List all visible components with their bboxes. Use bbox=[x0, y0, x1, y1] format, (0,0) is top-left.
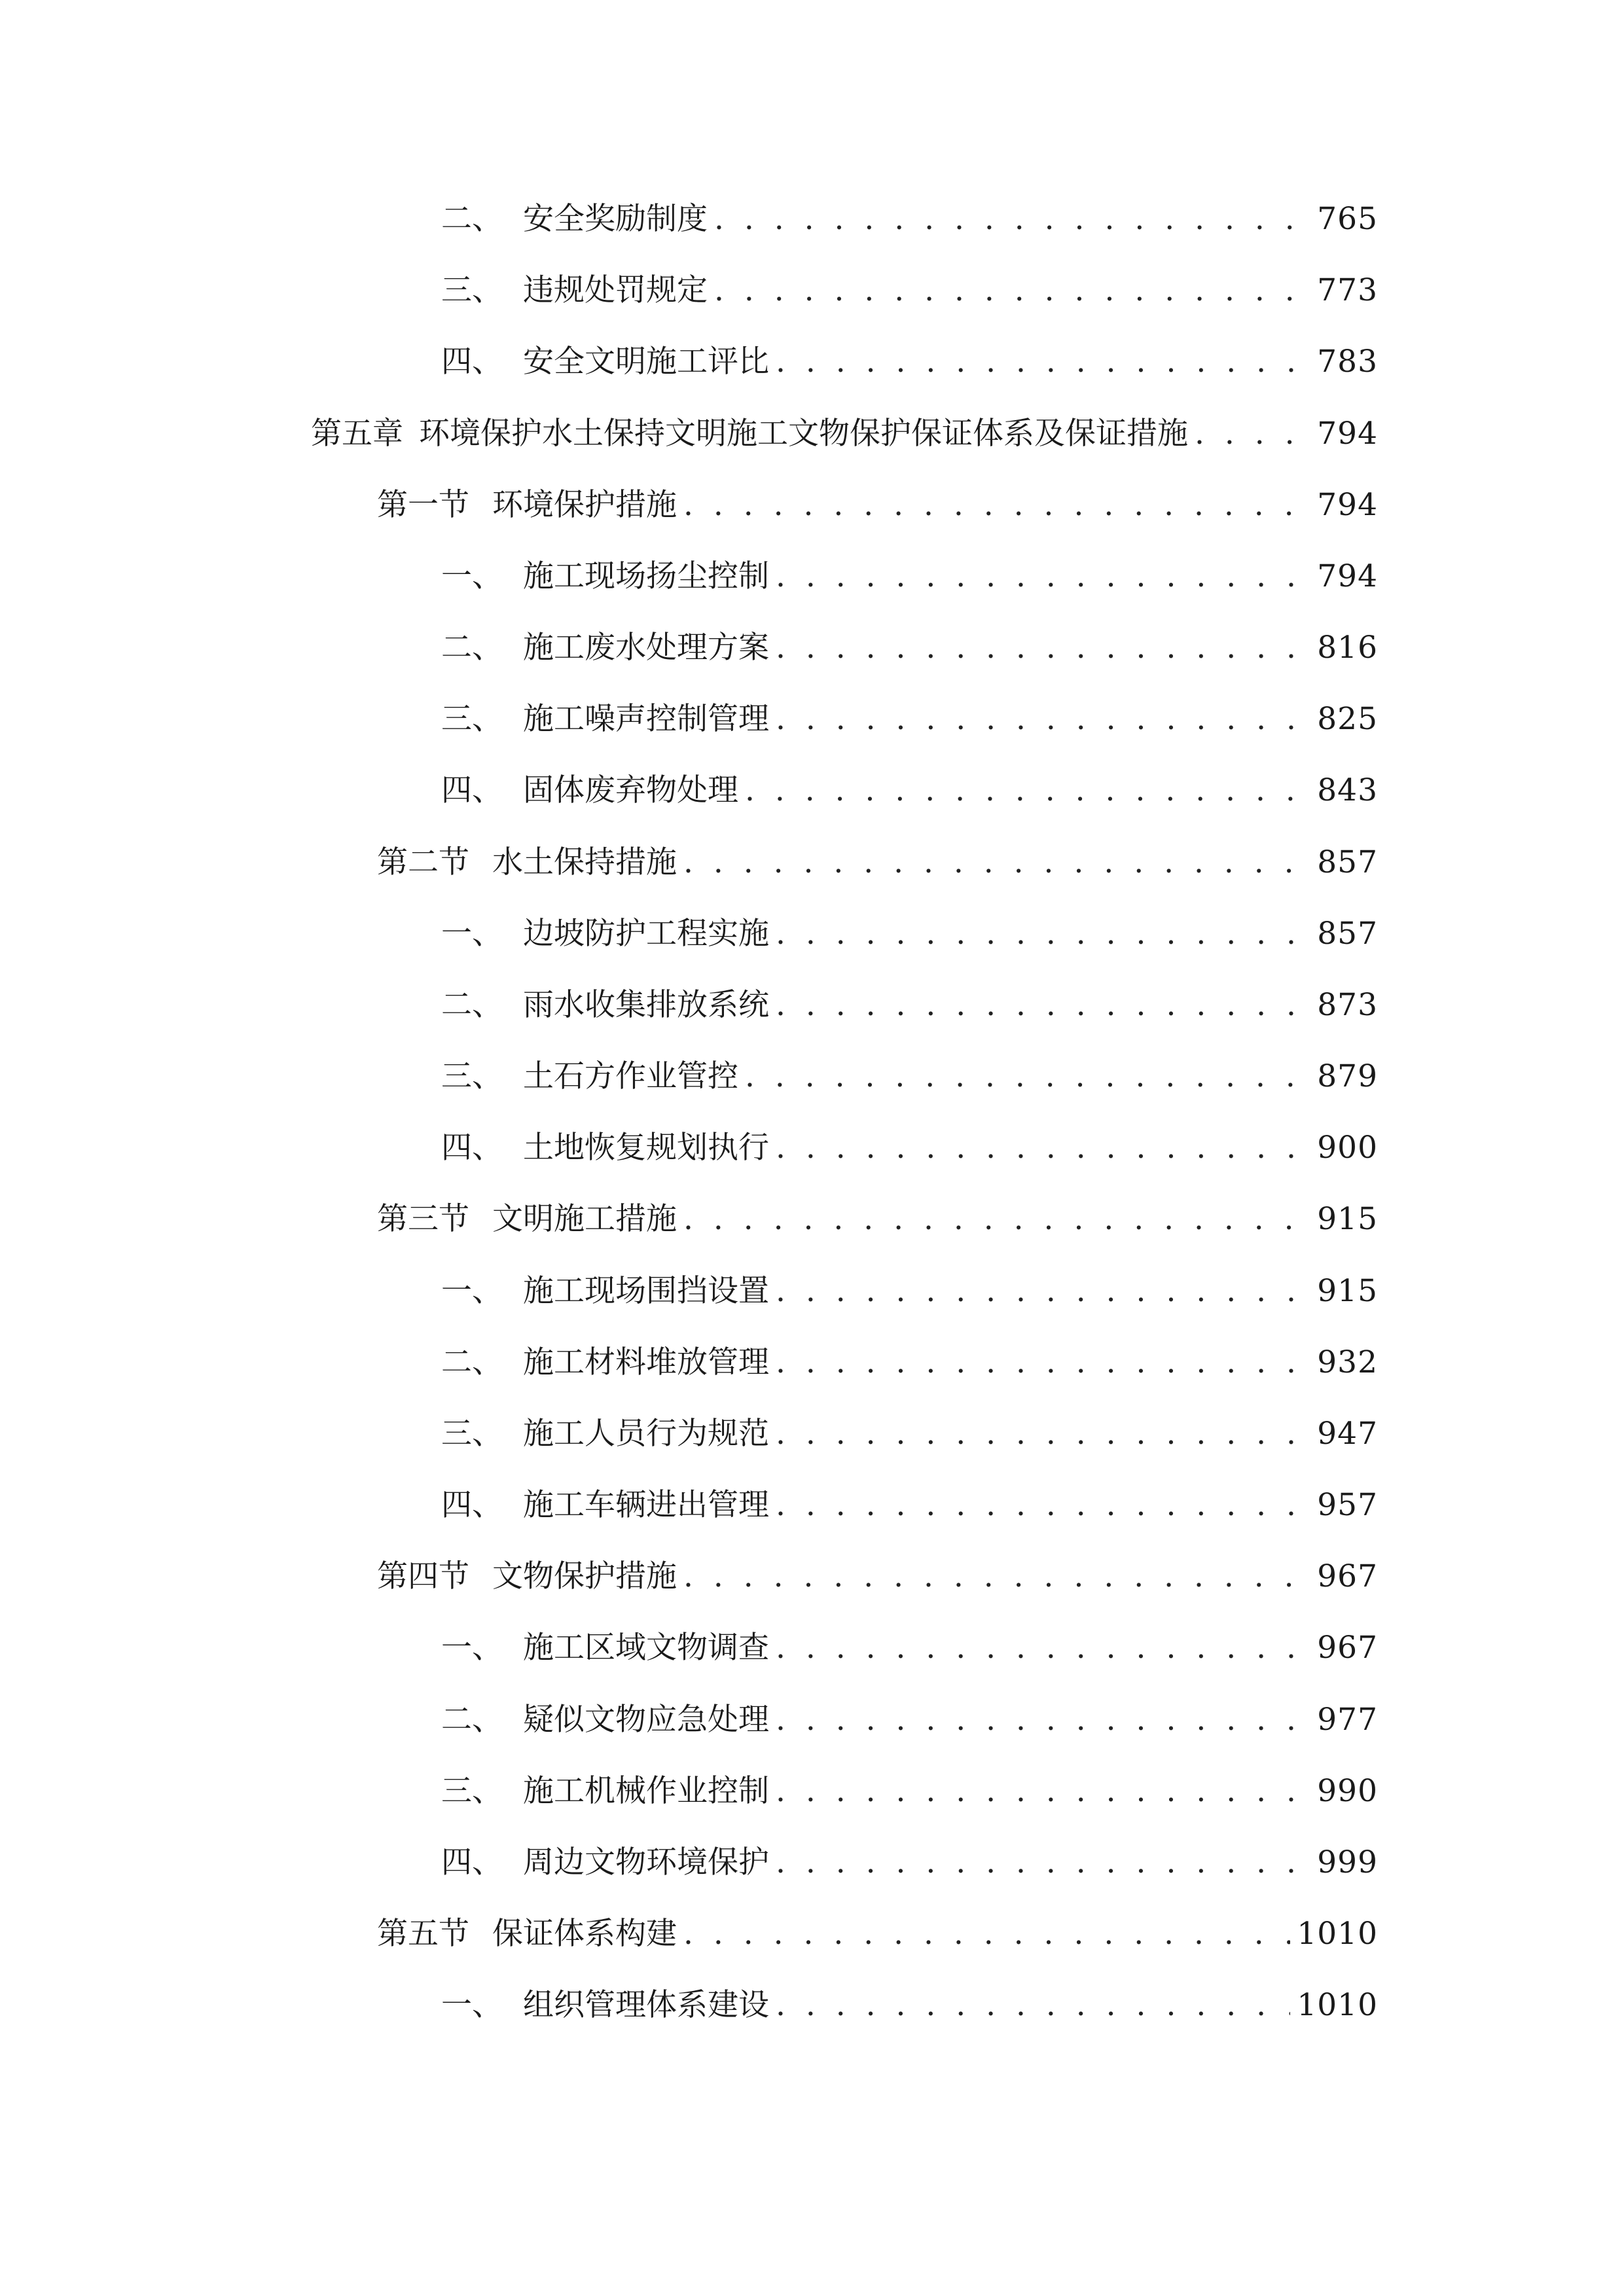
dot-leader bbox=[776, 1979, 1290, 2032]
toc-entry-title: 安全文明施工评比 bbox=[523, 344, 769, 380]
dot-leader bbox=[683, 1193, 1310, 1246]
dot-leader bbox=[776, 1694, 1310, 1746]
toc-entry-number: 三、 bbox=[441, 1773, 503, 1809]
toc-entry-number: 四、 bbox=[441, 1130, 503, 1166]
toc-entry-number: 四、 bbox=[441, 772, 503, 808]
toc-entry[interactable] bbox=[441, 908, 1378, 960]
toc-entry-number: 二、 bbox=[441, 1702, 503, 1738]
toc-entry-title: 环境保护措施 bbox=[492, 487, 677, 523]
toc-entry-page: 873 bbox=[1317, 987, 1378, 1023]
dot-leader bbox=[683, 1908, 1290, 1960]
dot-leader bbox=[776, 979, 1310, 1031]
toc-entry[interactable] bbox=[441, 693, 1378, 745]
toc-entry-number: 第五节 bbox=[377, 1916, 469, 1952]
toc-entry[interactable] bbox=[441, 1336, 1378, 1389]
toc-entry-page: 765 bbox=[1317, 201, 1378, 237]
toc-entry-section[interactable] bbox=[377, 836, 1378, 889]
dot-leader bbox=[683, 1551, 1310, 1603]
dot-leader bbox=[776, 1765, 1310, 1818]
toc-entry[interactable] bbox=[441, 1265, 1378, 1318]
dot-leader bbox=[776, 1479, 1310, 1532]
toc-entry[interactable] bbox=[441, 1765, 1378, 1818]
dot-leader bbox=[776, 1622, 1310, 1674]
toc-entry[interactable] bbox=[441, 764, 1378, 817]
toc-entry-title: 施工人员行为规范 bbox=[523, 1416, 769, 1452]
dot-leader bbox=[776, 693, 1310, 745]
toc-entry[interactable] bbox=[441, 1979, 1378, 2032]
toc-entry-number: 四、 bbox=[441, 344, 503, 380]
toc-entry[interactable] bbox=[441, 1050, 1378, 1103]
toc-entry-number: 第二节 bbox=[377, 844, 469, 880]
dot-leader bbox=[776, 1837, 1310, 1889]
toc-entry-title: 施工区域文物调查 bbox=[523, 1630, 769, 1666]
toc-entry-page: 794 bbox=[1317, 558, 1378, 594]
toc-entry-section[interactable] bbox=[377, 1193, 1378, 1246]
toc-entry[interactable] bbox=[441, 336, 1378, 388]
toc-entry[interactable] bbox=[441, 264, 1378, 317]
toc-entry-number: 一、 bbox=[441, 1273, 503, 1309]
toc-entry-number: 三、 bbox=[441, 1416, 503, 1452]
toc-entry-page: 947 bbox=[1317, 1416, 1378, 1452]
toc-entry-chapter[interactable] bbox=[311, 408, 1378, 460]
toc-entry-page: 957 bbox=[1317, 1487, 1378, 1523]
toc-entry-number: 二、 bbox=[441, 987, 503, 1023]
toc-entry-title: 安全奖励制度 bbox=[523, 201, 708, 237]
toc-entry-page: 794 bbox=[1317, 487, 1378, 523]
toc-entry-number: 一、 bbox=[441, 916, 503, 952]
toc-entry-page: 990 bbox=[1317, 1773, 1378, 1809]
dot-leader bbox=[776, 1336, 1310, 1389]
toc-entry[interactable] bbox=[441, 1622, 1378, 1674]
toc-entry-title: 施工现场围挡设置 bbox=[523, 1273, 769, 1309]
toc-entry-section[interactable] bbox=[377, 479, 1378, 531]
dot-leader bbox=[776, 1122, 1310, 1174]
dot-leader bbox=[776, 1408, 1310, 1460]
toc-entry-title: 环境保护水土保持文明施工文物保护保证体系及保证措施 bbox=[419, 416, 1188, 452]
toc-entry[interactable] bbox=[441, 1408, 1378, 1460]
toc-entry-title: 违规处罚规定 bbox=[523, 272, 708, 308]
toc-entry-title: 周边文物环境保护 bbox=[523, 1844, 769, 1880]
toc-entry-number: 四、 bbox=[441, 1844, 503, 1880]
dot-leader bbox=[776, 908, 1310, 960]
toc-entry[interactable] bbox=[441, 1122, 1378, 1174]
toc-entry-title: 疑似文物应急处理 bbox=[523, 1702, 769, 1738]
toc-entry-number: 二、 bbox=[441, 630, 503, 666]
toc-entry-title: 土石方作业管控 bbox=[523, 1058, 738, 1094]
toc-entry[interactable] bbox=[441, 550, 1378, 603]
toc-entry-title: 雨水收集排放系统 bbox=[523, 987, 769, 1023]
dot-leader bbox=[776, 622, 1310, 674]
toc-entry-page: 857 bbox=[1317, 916, 1378, 952]
toc-entry-page: 967 bbox=[1317, 1558, 1378, 1594]
toc-entry-page: 915 bbox=[1317, 1273, 1378, 1309]
toc-entry[interactable] bbox=[441, 193, 1378, 245]
toc-entry-page: 915 bbox=[1317, 1201, 1378, 1237]
toc-entry-page: 879 bbox=[1317, 1058, 1378, 1094]
toc-entry-number: 第三节 bbox=[377, 1201, 469, 1237]
toc-entry-title: 施工噪声控制管理 bbox=[523, 701, 769, 737]
toc-entry-page: 783 bbox=[1317, 344, 1378, 380]
toc-entry-number: 一、 bbox=[441, 1987, 503, 2023]
toc-entry[interactable] bbox=[441, 979, 1378, 1031]
toc-entry-page: 932 bbox=[1317, 1344, 1378, 1380]
toc-entry-page: 1010 bbox=[1297, 1916, 1378, 1952]
dot-leader bbox=[1195, 408, 1310, 460]
toc-entry-number: 第五章 bbox=[311, 416, 403, 452]
toc-entry-title: 施工废水处理方案 bbox=[523, 630, 769, 666]
toc-entry-title: 水土保持措施 bbox=[492, 844, 677, 880]
toc-entry-page: 999 bbox=[1317, 1844, 1378, 1880]
toc-entry-number: 三、 bbox=[441, 1058, 503, 1094]
dot-leader bbox=[745, 1050, 1310, 1103]
toc-entry-title: 施工现场扬尘控制 bbox=[523, 558, 769, 594]
toc-entry-page: 773 bbox=[1317, 272, 1378, 308]
toc-entry-title: 施工机械作业控制 bbox=[523, 1773, 769, 1809]
toc-entry-title: 施工车辆进出管理 bbox=[523, 1487, 769, 1523]
toc-entry-number: 一、 bbox=[441, 1630, 503, 1666]
toc-entry-page: 825 bbox=[1317, 701, 1378, 737]
dot-leader bbox=[683, 479, 1310, 531]
toc-entry-title: 边坡防护工程实施 bbox=[523, 916, 769, 952]
toc-entry[interactable] bbox=[441, 622, 1378, 674]
toc-entry[interactable] bbox=[441, 1694, 1378, 1746]
toc-entry-number: 第一节 bbox=[377, 487, 469, 523]
dot-leader bbox=[745, 764, 1310, 817]
toc-entry-number: 三、 bbox=[441, 272, 503, 308]
dot-leader bbox=[714, 264, 1310, 317]
toc-entry[interactable] bbox=[441, 1479, 1378, 1532]
toc-entry-number: 二、 bbox=[441, 1344, 503, 1380]
toc-entry-page: 857 bbox=[1317, 844, 1378, 880]
toc-entry-page: 843 bbox=[1317, 772, 1378, 808]
toc-entry-title: 土地恢复规划执行 bbox=[523, 1130, 769, 1166]
dot-leader bbox=[776, 1265, 1310, 1318]
toc-entry-number: 一、 bbox=[441, 558, 503, 594]
toc-entry-page: 816 bbox=[1317, 630, 1378, 666]
dot-leader bbox=[714, 193, 1310, 245]
toc-entry[interactable] bbox=[441, 1837, 1378, 1889]
toc-entry-number: 四、 bbox=[441, 1487, 503, 1523]
toc-entry-number: 二、 bbox=[441, 201, 503, 237]
dot-leader bbox=[776, 336, 1310, 388]
toc-entry-title: 组织管理体系建设 bbox=[523, 1987, 769, 2023]
toc-entry-title: 固体废弃物处理 bbox=[523, 772, 738, 808]
toc-entry-page: 794 bbox=[1317, 416, 1378, 452]
toc-entry-page: 977 bbox=[1317, 1702, 1378, 1738]
toc-entry-number: 三、 bbox=[441, 701, 503, 737]
dot-leader bbox=[683, 836, 1310, 889]
dot-leader bbox=[776, 550, 1310, 603]
toc-entry-number: 第四节 bbox=[377, 1558, 469, 1594]
toc-entry-page: 967 bbox=[1317, 1630, 1378, 1666]
toc-entry-section[interactable] bbox=[377, 1908, 1378, 1960]
toc-entry-section[interactable] bbox=[377, 1551, 1378, 1603]
toc-entry-title: 文明施工措施 bbox=[492, 1201, 677, 1237]
toc-entry-page: 900 bbox=[1317, 1130, 1378, 1166]
toc-entry-title: 保证体系构建 bbox=[492, 1916, 677, 1952]
toc-entry-page: 1010 bbox=[1297, 1987, 1378, 2023]
toc-entry-title: 文物保护措施 bbox=[492, 1558, 677, 1594]
toc-entry-title: 施工材料堆放管理 bbox=[523, 1344, 769, 1380]
